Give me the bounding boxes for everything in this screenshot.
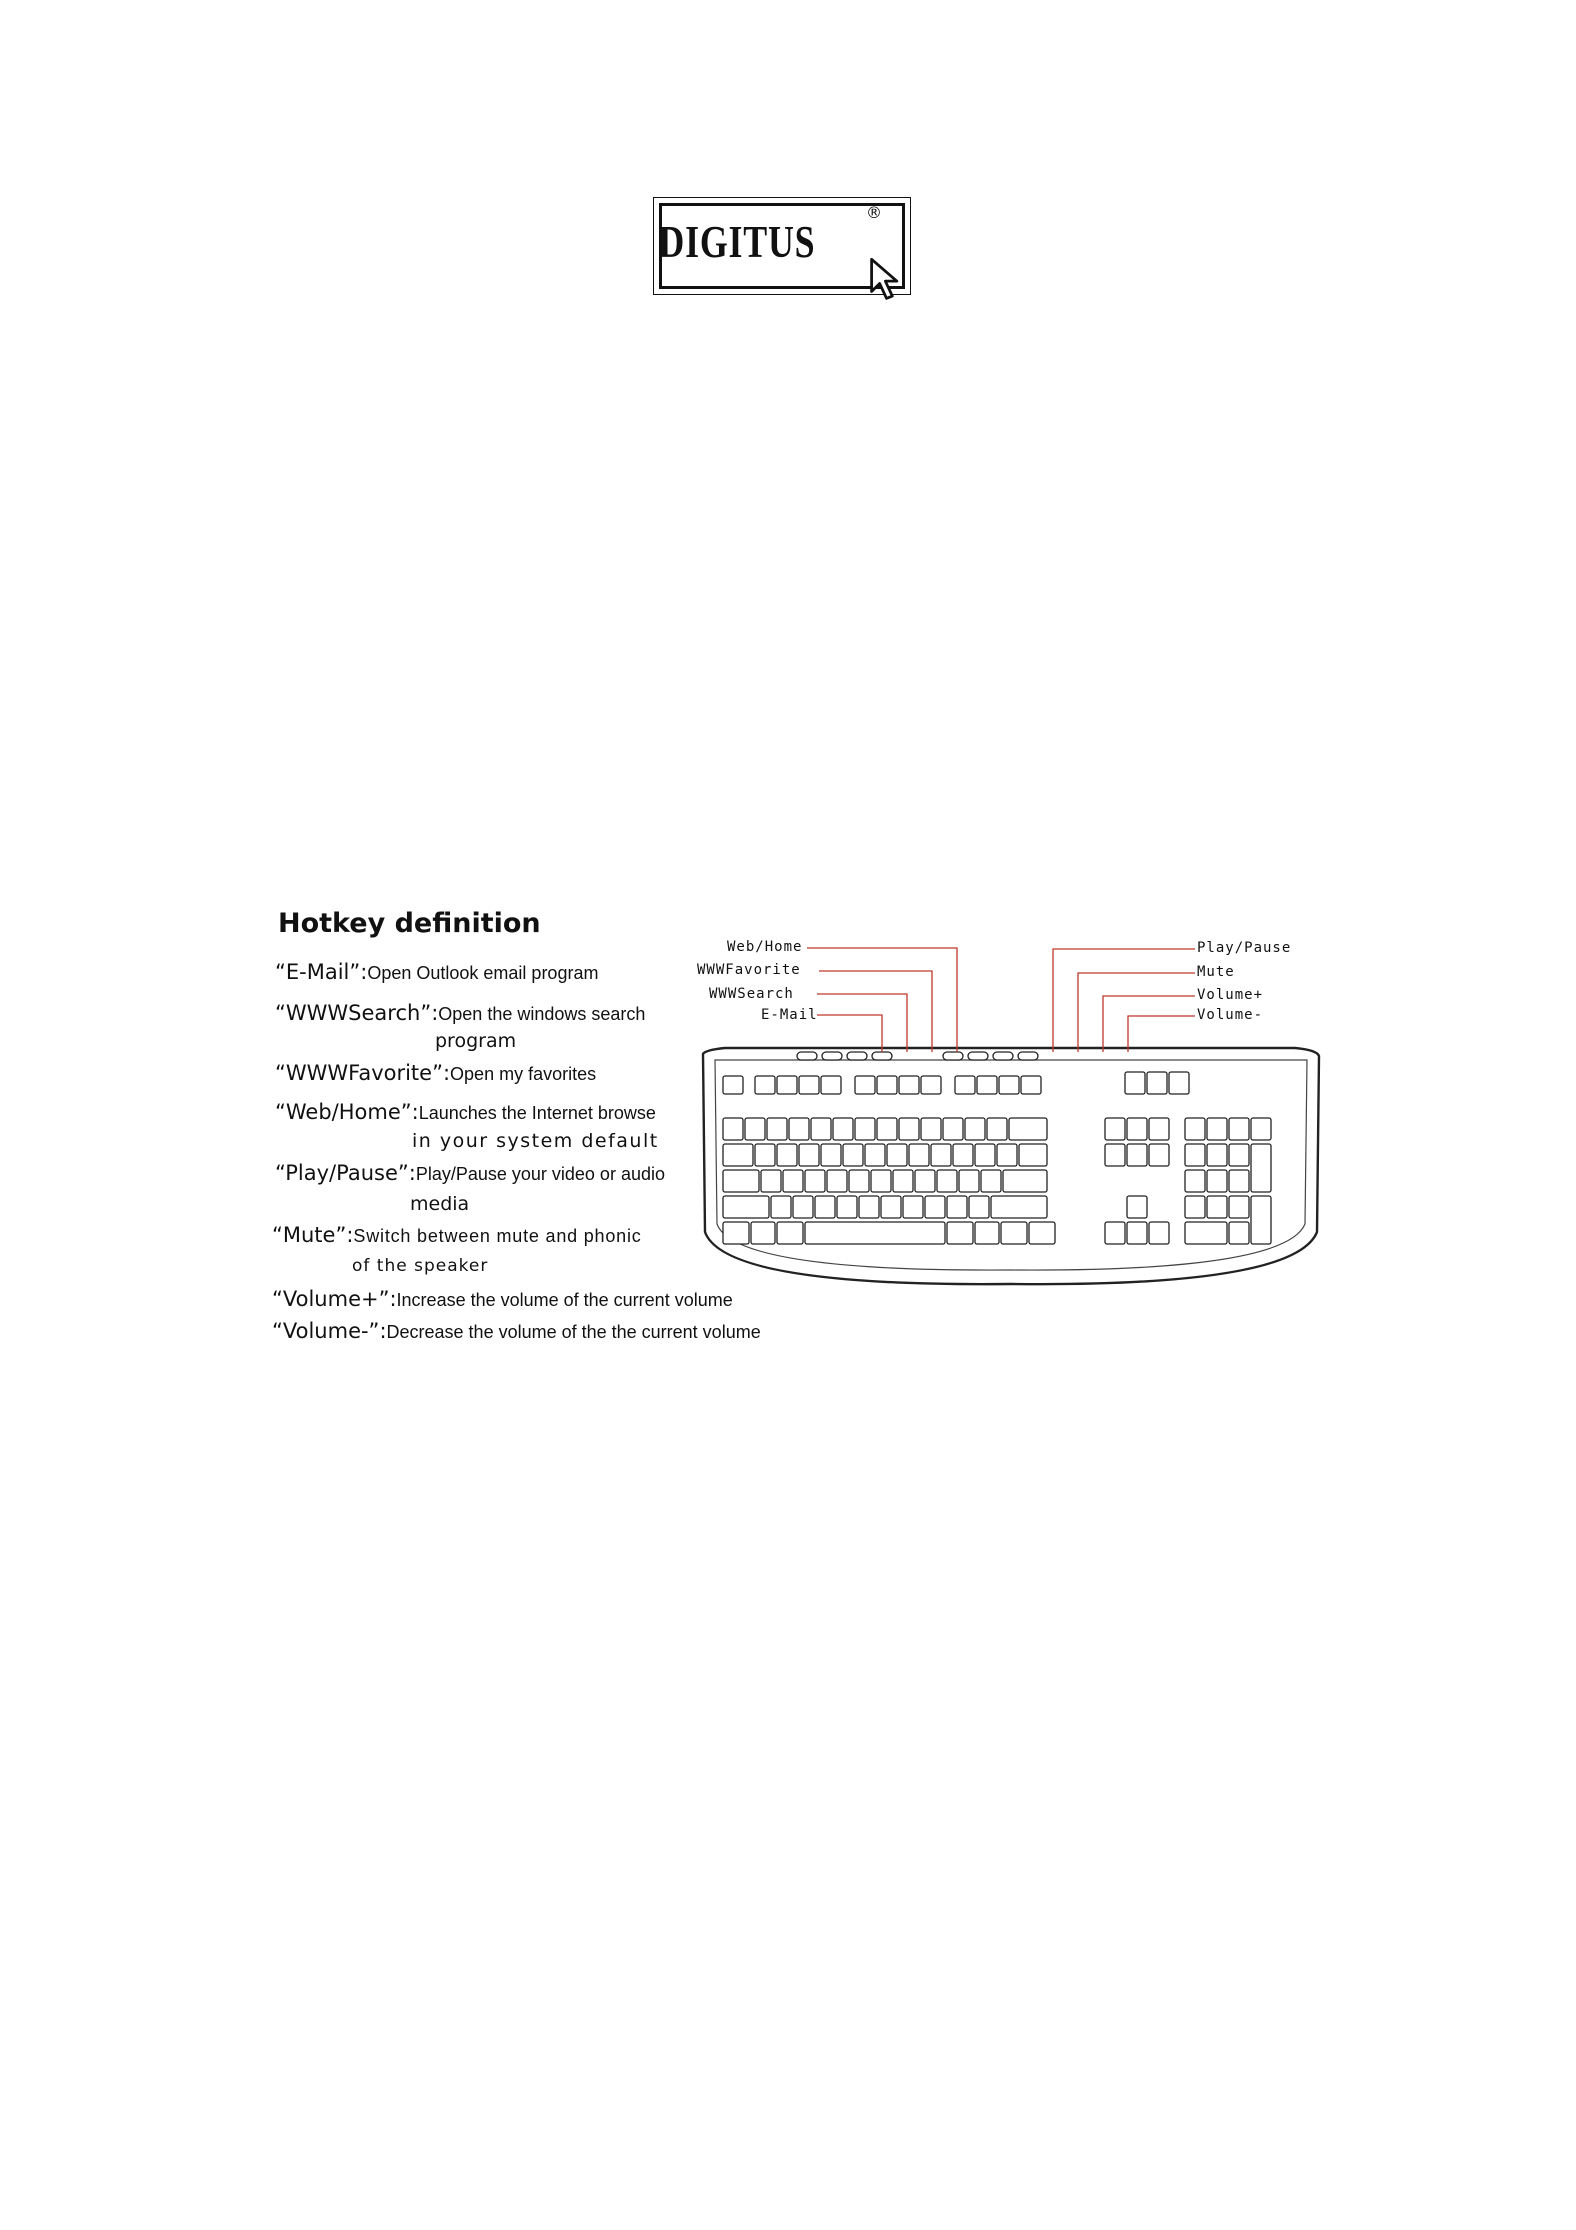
key xyxy=(827,1170,847,1192)
key-function xyxy=(955,1076,975,1094)
def-continuation: of the speaker xyxy=(352,1256,489,1276)
def-desc: Launches the Internet browse xyxy=(418,1103,656,1123)
key xyxy=(805,1170,825,1192)
key xyxy=(849,1170,869,1192)
key-numpad xyxy=(1207,1118,1227,1140)
key xyxy=(859,1196,879,1218)
key xyxy=(723,1170,759,1192)
key xyxy=(921,1118,941,1140)
hotkey-button xyxy=(797,1052,817,1060)
key-function xyxy=(899,1076,919,1094)
hotkey-button xyxy=(822,1052,842,1060)
def-desc: Switch between mute and phonic xyxy=(353,1226,642,1246)
key-modifier xyxy=(1001,1222,1027,1244)
key-system xyxy=(1147,1072,1167,1094)
key-numpad xyxy=(1229,1170,1249,1192)
key-numpad xyxy=(1251,1118,1271,1140)
key-arrow-right xyxy=(1149,1222,1169,1244)
key-modifier xyxy=(777,1222,803,1244)
callout-play-pause: Play/Pause xyxy=(1197,940,1292,956)
key-arrow-left xyxy=(1105,1222,1125,1244)
def-key: “Web/Home”: xyxy=(275,1100,419,1124)
key-numpad xyxy=(1207,1170,1227,1192)
key-modifier xyxy=(975,1222,999,1244)
key xyxy=(909,1144,929,1166)
hotkey-button xyxy=(993,1052,1013,1060)
def-desc: Open my favorites xyxy=(450,1064,597,1084)
key xyxy=(987,1118,1007,1140)
def-key: “WWWFavorite”: xyxy=(275,1061,451,1085)
cursor-arrow-icon xyxy=(867,257,913,303)
key-system xyxy=(1169,1072,1189,1094)
key xyxy=(1019,1144,1047,1166)
key-numpad-zero xyxy=(1185,1222,1227,1244)
key-numpad-enter xyxy=(1251,1196,1271,1244)
key-arrow-down xyxy=(1127,1222,1147,1244)
key xyxy=(767,1118,787,1140)
def-key: “WWWSearch”: xyxy=(275,1001,439,1025)
key-numpad xyxy=(1229,1144,1249,1166)
callout-e-mail: E-Mail xyxy=(761,1007,818,1023)
def-wwwsearch xyxy=(275,1001,645,1025)
hotkey-button xyxy=(872,1052,892,1060)
key-nav xyxy=(1127,1118,1147,1140)
callout-volume-up: Volume+ xyxy=(1197,987,1264,1003)
def-volume-down xyxy=(272,1319,761,1343)
key xyxy=(931,1144,951,1166)
key xyxy=(777,1144,797,1166)
callout-www-favorite: WWWFavorite xyxy=(697,962,801,978)
def-email xyxy=(275,960,598,984)
key xyxy=(723,1118,743,1140)
key-numpad xyxy=(1185,1196,1205,1218)
key-function xyxy=(755,1076,775,1094)
key xyxy=(723,1196,769,1218)
key xyxy=(915,1170,935,1192)
key xyxy=(899,1118,919,1140)
key-function xyxy=(977,1076,997,1094)
callout-mute: Mute xyxy=(1197,964,1235,980)
key-nav xyxy=(1149,1144,1169,1166)
key-numpad xyxy=(1185,1118,1205,1140)
callout-leaders xyxy=(807,948,1195,1052)
logo-text: DIGITUS xyxy=(658,216,816,267)
callout-www-search: WWWSearch xyxy=(709,986,794,1002)
key xyxy=(965,1118,985,1140)
keyboard-diagram xyxy=(695,932,1325,1292)
def-key: “Volume-”: xyxy=(272,1319,387,1343)
key-nav xyxy=(1105,1144,1125,1166)
section-heading: Hotkey definition xyxy=(278,908,541,939)
key xyxy=(837,1196,857,1218)
callout-volume-down: Volume- xyxy=(1197,1007,1264,1023)
key xyxy=(815,1196,835,1218)
key-function xyxy=(999,1076,1019,1094)
key xyxy=(881,1196,901,1218)
key xyxy=(903,1196,923,1218)
key xyxy=(855,1118,875,1140)
key-system xyxy=(1125,1072,1145,1094)
key xyxy=(969,1196,989,1218)
key-modifier xyxy=(1029,1222,1055,1244)
key xyxy=(843,1144,863,1166)
key xyxy=(981,1170,1001,1192)
key xyxy=(953,1144,973,1166)
key-modifier xyxy=(947,1222,973,1244)
key-esc xyxy=(723,1076,743,1094)
registered-mark: ® xyxy=(866,203,882,222)
def-continuation: program xyxy=(435,1030,517,1052)
key xyxy=(745,1118,765,1140)
key xyxy=(793,1196,813,1218)
key-nav xyxy=(1149,1118,1169,1140)
key-numpad xyxy=(1229,1196,1249,1218)
key-function xyxy=(877,1076,897,1094)
leader-www-search xyxy=(817,994,907,1052)
leader-volume-down xyxy=(1128,1016,1195,1052)
key-modifier xyxy=(751,1222,775,1244)
key xyxy=(943,1118,963,1140)
key xyxy=(937,1170,957,1192)
key xyxy=(761,1170,781,1192)
key-function xyxy=(921,1076,941,1094)
def-desc: Open the windows search xyxy=(438,1004,646,1024)
key xyxy=(997,1144,1017,1166)
key-function xyxy=(855,1076,875,1094)
leader-play-pause xyxy=(1053,949,1195,1052)
key-function xyxy=(821,1076,841,1094)
hotkey-button xyxy=(847,1052,867,1060)
leader-mute xyxy=(1078,973,1195,1052)
key-numpad xyxy=(1229,1222,1249,1244)
key-nav xyxy=(1105,1118,1125,1140)
digitus-logo xyxy=(655,195,915,305)
key xyxy=(771,1196,791,1218)
hotkey-button xyxy=(943,1052,963,1060)
def-playpause xyxy=(275,1161,665,1185)
key xyxy=(893,1170,913,1192)
def-continuation: in your system default xyxy=(412,1130,659,1152)
key xyxy=(799,1144,819,1166)
key xyxy=(1003,1170,1047,1192)
key xyxy=(789,1118,809,1140)
key xyxy=(833,1118,853,1140)
def-key: “Play/Pause”: xyxy=(275,1161,416,1185)
key xyxy=(871,1170,891,1192)
key-function xyxy=(799,1076,819,1094)
key xyxy=(811,1118,831,1140)
key-nav xyxy=(1127,1144,1147,1166)
def-mute xyxy=(272,1223,642,1247)
key xyxy=(1009,1118,1047,1140)
key-numpad xyxy=(1185,1170,1205,1192)
key xyxy=(877,1118,897,1140)
def-wwwfavorite xyxy=(275,1061,596,1085)
hotkey-button xyxy=(1018,1052,1038,1060)
leader-e-mail xyxy=(817,1015,882,1052)
key-function xyxy=(777,1076,797,1094)
key xyxy=(783,1170,803,1192)
key xyxy=(959,1170,979,1192)
key xyxy=(975,1144,995,1166)
def-desc: Decrease the volume of the the current volume xyxy=(386,1322,761,1342)
key xyxy=(755,1144,775,1166)
def-continuation: media xyxy=(410,1193,470,1215)
def-key: “Volume+”: xyxy=(272,1287,397,1311)
key-numpad xyxy=(1207,1196,1227,1218)
key xyxy=(887,1144,907,1166)
key xyxy=(723,1144,753,1166)
key xyxy=(821,1144,841,1166)
key xyxy=(991,1196,1047,1218)
leader-www-favorite xyxy=(819,971,932,1052)
key xyxy=(925,1196,945,1218)
def-key: “Mute”: xyxy=(272,1223,354,1247)
key-numpad-plus xyxy=(1251,1144,1271,1192)
key-spacebar xyxy=(805,1222,945,1244)
def-volume-up xyxy=(272,1287,733,1311)
key xyxy=(865,1144,885,1166)
key-arrow-up xyxy=(1127,1196,1147,1218)
def-key: “E-Mail”: xyxy=(275,960,368,984)
def-webhome xyxy=(275,1100,656,1124)
key-numpad xyxy=(1207,1144,1227,1166)
key-function xyxy=(1021,1076,1041,1094)
key-numpad xyxy=(1185,1144,1205,1166)
key-numpad xyxy=(1229,1118,1249,1140)
key-modifier xyxy=(723,1222,749,1244)
def-desc: Increase the volume of the current volume xyxy=(396,1290,733,1310)
callout-web-home: Web/Home xyxy=(727,939,803,955)
def-desc: Play/Pause your video or audio xyxy=(415,1164,665,1184)
leader-volume-up xyxy=(1103,996,1195,1052)
key xyxy=(947,1196,967,1218)
def-desc: Open Outlook email program xyxy=(367,963,599,983)
hotkey-button xyxy=(968,1052,988,1060)
